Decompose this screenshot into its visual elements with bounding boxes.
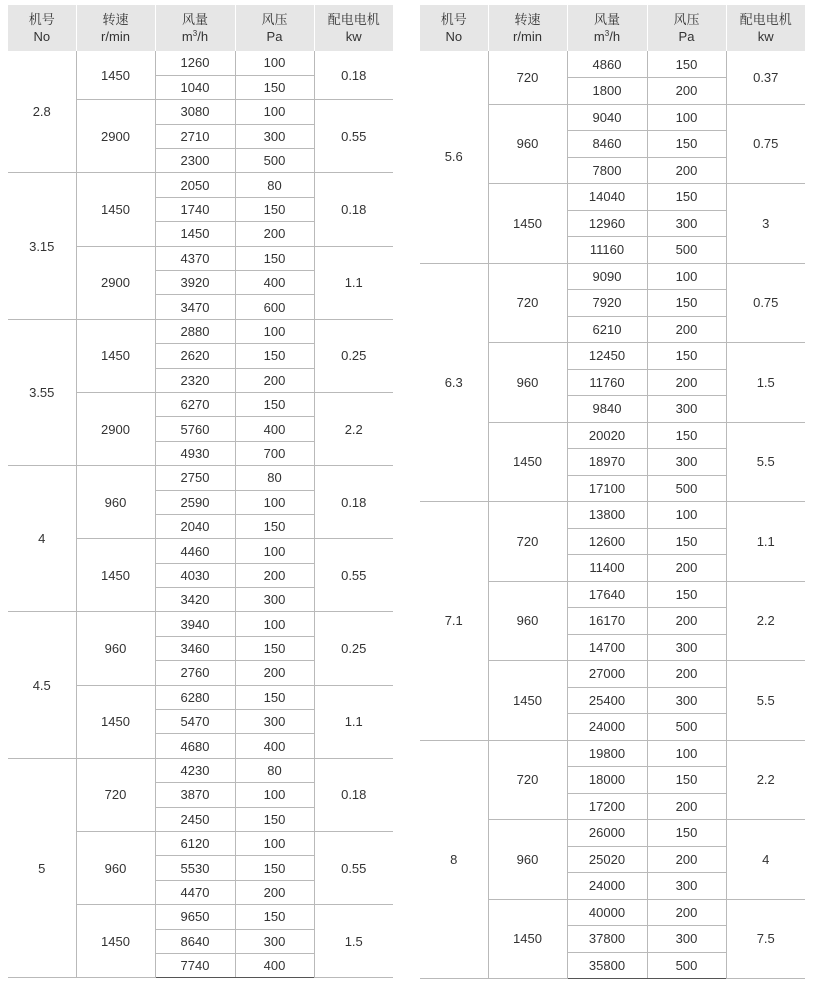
pressure-cell: 500 [647,952,726,979]
airflow-cell: 11760 [567,369,647,396]
airflow-cell: 2040 [155,514,235,538]
motor-cell: 0.75 [726,263,805,343]
motor-cell: 1.5 [726,343,805,423]
pressure-cell: 300 [235,929,314,953]
motor-cell: 1.5 [314,905,393,978]
machine-no-cell: 7.1 [420,502,488,741]
airflow-cell: 18970 [567,449,647,476]
airflow-cell: 1040 [155,75,235,99]
speed-cell: 960 [488,581,567,661]
pressure-cell: 300 [235,710,314,734]
speed-cell: 1450 [76,685,155,758]
pressure-cell: 150 [235,514,314,538]
pressure-cell: 100 [235,490,314,514]
airflow-cell: 4370 [155,246,235,270]
pressure-cell: 100 [235,319,314,343]
pressure-cell: 100 [235,539,314,563]
machine-no-cell: 3.55 [8,319,76,465]
pressure-cell: 300 [647,396,726,423]
pressure-cell: 500 [647,475,726,502]
speed-cell: 720 [488,51,567,104]
airflow-cell: 5470 [155,710,235,734]
airflow-cell: 25400 [567,687,647,714]
pressure-cell: 200 [235,563,314,587]
airflow-cell: 9040 [567,104,647,131]
pressure-cell: 100 [235,100,314,124]
pressure-cell: 200 [647,316,726,343]
machine-no-cell: 2.8 [8,51,76,173]
speed-cell: 960 [76,466,155,539]
pressure-cell: 100 [647,263,726,290]
airflow-cell: 2710 [155,124,235,148]
airflow-cell: 12600 [567,528,647,555]
pressure-cell: 150 [235,344,314,368]
header-no: 机号 No [8,5,76,51]
pressure-cell: 100 [235,832,314,856]
pressure-cell: 200 [235,368,314,392]
airflow-cell: 4930 [155,441,235,465]
pressure-cell: 400 [235,271,314,295]
machine-no-cell: 4.5 [8,612,76,758]
motor-cell: 1.1 [314,246,393,319]
speed-cell: 1450 [488,422,567,502]
airflow-cell: 26000 [567,820,647,847]
airflow-cell: 11400 [567,555,647,582]
table-row [8,758,393,782]
pressure-cell: 150 [235,636,314,660]
airflow-cell: 37800 [567,926,647,953]
airflow-cell: 7740 [155,953,235,977]
table-row [420,263,805,290]
pressure-cell: 600 [235,295,314,319]
pressure-cell: 100 [647,740,726,767]
airflow-cell: 14040 [567,184,647,211]
airflow-cell: 8460 [567,131,647,158]
table-body [420,51,805,979]
pressure-cell: 300 [647,634,726,661]
machine-no-cell: 6.3 [420,263,488,502]
pressure-cell: 300 [647,449,726,476]
airflow-cell: 3940 [155,612,235,636]
airflow-cell: 17100 [567,475,647,502]
pressure-cell: 200 [647,793,726,820]
machine-no-cell: 5.6 [420,51,488,263]
pressure-cell: 300 [235,588,314,612]
airflow-cell: 9840 [567,396,647,423]
machine-no-cell: 8 [420,740,488,979]
airflow-cell: 4860 [567,51,647,78]
speed-cell: 720 [488,502,567,582]
airflow-cell: 5530 [155,856,235,880]
airflow-cell: 40000 [567,899,647,926]
pressure-cell: 150 [235,197,314,221]
airflow-cell: 2880 [155,319,235,343]
airflow-cell: 2050 [155,173,235,197]
speed-cell: 2900 [76,246,155,319]
header-airflow: 风量 $m^3/h$ [567,5,647,51]
airflow-cell: 6270 [155,392,235,416]
airflow-cell: 3870 [155,783,235,807]
pressure-cell: 150 [235,392,314,416]
speed-cell: 960 [76,612,155,685]
table-row [420,51,805,78]
machine-no-cell: 5 [8,758,76,978]
pressure-cell: 500 [647,237,726,264]
airflow-cell: 6120 [155,832,235,856]
speed-cell: 1450 [488,661,567,741]
airflow-cell: 11160 [567,237,647,264]
speed-cell: 2900 [76,392,155,465]
motor-cell: 0.18 [314,51,393,100]
airflow-cell: 16170 [567,608,647,635]
pressure-cell: 100 [647,502,726,529]
pressure-cell: 400 [235,953,314,977]
pressure-cell: 200 [647,369,726,396]
airflow-cell: 25020 [567,846,647,873]
pressure-cell: 300 [647,687,726,714]
pressure-cell: 200 [647,555,726,582]
motor-cell: 0.55 [314,100,393,173]
airflow-cell: 2750 [155,466,235,490]
pressure-cell: 100 [647,104,726,131]
table-row [8,612,393,636]
airflow-cell: 3420 [155,588,235,612]
airflow-cell: 3920 [155,271,235,295]
speed-cell: 1450 [76,905,155,978]
pressure-cell: 300 [647,873,726,900]
motor-cell: 4 [726,820,805,900]
airflow-cell: 4470 [155,880,235,904]
airflow-cell: 3460 [155,636,235,660]
header-speed: 转速 r/min [488,5,567,51]
header-pressure: 风压 Pa [647,5,726,51]
airflow-cell: 4680 [155,734,235,758]
airflow-cell: 1450 [155,222,235,246]
pressure-cell: 300 [647,210,726,237]
airflow-cell: 8640 [155,929,235,953]
fan-spec-table-left [8,5,393,978]
airflow-cell: 13800 [567,502,647,529]
airflow-cell: 2760 [155,661,235,685]
airflow-cell: 3470 [155,295,235,319]
table-row [8,319,393,343]
motor-cell: 7.5 [726,899,805,979]
pressure-cell: 100 [235,783,314,807]
pressure-cell: 200 [647,608,726,635]
motor-cell: 0.25 [314,612,393,685]
header-motor: 配电电机 kw [726,5,805,51]
airflow-cell: 1740 [155,197,235,221]
airflow-cell: 2450 [155,807,235,831]
speed-cell: 1450 [76,539,155,612]
pressure-cell: 300 [647,926,726,953]
pressure-cell: 200 [235,880,314,904]
pressure-cell: 150 [235,905,314,929]
pressure-cell: 150 [647,820,726,847]
speed-cell: 1450 [76,173,155,246]
pressure-cell: 200 [647,661,726,688]
airflow-cell: 9650 [155,905,235,929]
pressure-cell: 150 [235,75,314,99]
airflow-cell: 2620 [155,344,235,368]
pressure-cell: 100 [235,612,314,636]
motor-cell: 0.37 [726,51,805,104]
pressure-cell: 200 [235,222,314,246]
pressure-cell: 150 [235,807,314,831]
pressure-cell: 200 [647,846,726,873]
speed-cell: 960 [488,820,567,900]
pressure-cell: 200 [647,899,726,926]
airflow-cell: 17200 [567,793,647,820]
header-speed: 转速 r/min [76,5,155,51]
motor-cell: 1.1 [314,685,393,758]
speed-cell: 720 [488,263,567,343]
pressure-cell: 150 [647,131,726,158]
pressure-cell: 100 [235,51,314,75]
motor-cell: 0.18 [314,466,393,539]
motor-cell: 2.2 [314,392,393,465]
speed-cell: 720 [488,740,567,820]
fan-spec-table-right [420,5,805,979]
motor-cell: 5.5 [726,661,805,741]
airflow-cell: 7800 [567,157,647,184]
motor-cell: 2.2 [726,740,805,820]
table-row [420,740,805,767]
pressure-cell: 150 [235,685,314,709]
speed-cell: 960 [488,104,567,184]
table-row [8,173,393,197]
airflow-cell: 12450 [567,343,647,370]
pressure-cell: 400 [235,734,314,758]
airflow-cell: 24000 [567,714,647,741]
speed-cell: 720 [76,758,155,831]
motor-cell: 0.25 [314,319,393,392]
pressure-cell: 300 [235,124,314,148]
pressure-cell: 700 [235,441,314,465]
pressure-cell: 150 [647,581,726,608]
speed-cell: 960 [488,343,567,423]
airflow-cell: 5760 [155,417,235,441]
airflow-cell: 18000 [567,767,647,794]
airflow-cell: 14700 [567,634,647,661]
speed-cell: 1450 [488,184,567,264]
motor-cell: 1.1 [726,502,805,582]
airflow-cell: 24000 [567,873,647,900]
pressure-cell: 150 [647,51,726,78]
table-body [8,51,393,978]
airflow-cell: 19800 [567,740,647,767]
airflow-cell: 1800 [567,78,647,105]
header-no: 机号 No [420,5,488,51]
table-row [420,502,805,529]
pressure-cell: 200 [647,78,726,105]
speed-cell: 960 [76,832,155,905]
pressure-cell: 500 [647,714,726,741]
pressure-cell: 150 [647,184,726,211]
motor-cell: 0.75 [726,104,805,184]
pressure-cell: 80 [235,466,314,490]
airflow-cell: 7920 [567,290,647,317]
airflow-cell: 2320 [155,368,235,392]
machine-no-cell: 4 [8,466,76,612]
airflow-cell: 12960 [567,210,647,237]
motor-cell: 5.5 [726,422,805,502]
airflow-cell: 27000 [567,661,647,688]
header-pressure: 风压 Pa [235,5,314,51]
pressure-cell: 80 [235,173,314,197]
airflow-cell: 2590 [155,490,235,514]
airflow-cell: 6280 [155,685,235,709]
pressure-cell: 150 [647,290,726,317]
pressure-cell: 150 [647,422,726,449]
pressure-cell: 150 [647,528,726,555]
airflow-cell: 9090 [567,263,647,290]
header-airflow: 风量 $m^3/h$ [155,5,235,51]
motor-cell: 0.18 [314,758,393,831]
table-row [8,466,393,490]
pressure-cell: 200 [235,661,314,685]
header-row [420,5,805,51]
airflow-cell: 1260 [155,51,235,75]
motor-cell: 3 [726,184,805,264]
airflow-cell: 2300 [155,149,235,173]
airflow-cell: 35800 [567,952,647,979]
header-motor: 配电电机 kw [314,5,393,51]
airflow-cell: 20020 [567,422,647,449]
airflow-cell: 4230 [155,758,235,782]
airflow-cell: 3080 [155,100,235,124]
pressure-cell: 150 [647,343,726,370]
motor-cell: 0.55 [314,539,393,612]
airflow-cell: 4460 [155,539,235,563]
airflow-cell: 17640 [567,581,647,608]
motor-cell: 2.2 [726,581,805,661]
machine-no-cell: 3.15 [8,173,76,319]
pressure-cell: 500 [235,149,314,173]
table-row [8,51,393,75]
pressure-cell: 150 [647,767,726,794]
pressure-cell: 80 [235,758,314,782]
pressure-cell: 200 [647,157,726,184]
pressure-cell: 150 [235,246,314,270]
pressure-cell: 150 [235,856,314,880]
pressure-cell: 400 [235,417,314,441]
speed-cell: 1450 [76,319,155,392]
airflow-cell: 6210 [567,316,647,343]
airflow-cell: 4030 [155,563,235,587]
speed-cell: 1450 [488,899,567,979]
motor-cell: 0.55 [314,832,393,905]
header-row [8,5,393,51]
speed-cell: 1450 [76,51,155,100]
motor-cell: 0.18 [314,173,393,246]
speed-cell: 2900 [76,100,155,173]
